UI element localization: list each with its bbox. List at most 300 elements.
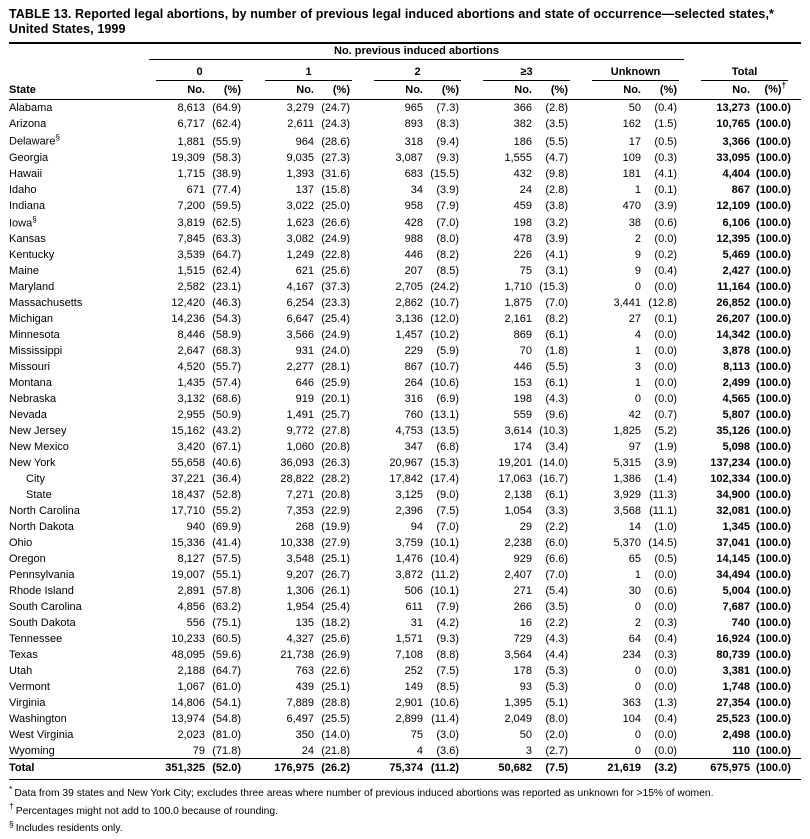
table-title-line1: TABLE 13. Reported legal abortions, by number of previous legal induced abortions and state of occurrence—selected states,* xyxy=(9,7,775,21)
total-count-1: 176,975 xyxy=(256,758,320,779)
pct-cell: (9.6) xyxy=(545,409,568,422)
state-name-cell: Arizona xyxy=(9,118,47,131)
count-cell: 2,901 xyxy=(395,697,423,710)
count-cell: 7,108 xyxy=(395,649,423,662)
count-cell: 10,765 xyxy=(716,118,751,131)
pct-cell: (100.0) xyxy=(756,313,791,326)
pct-cell: (14.0) xyxy=(321,729,350,742)
pct-cell: (11.2) xyxy=(431,569,459,582)
pct-cell: (61.0) xyxy=(212,681,241,694)
table-row xyxy=(9,454,801,470)
count-cell: 33,095 xyxy=(716,151,751,164)
table-row xyxy=(9,582,801,598)
pct-cell: (18.2) xyxy=(321,617,350,630)
pct-cell: (2.8) xyxy=(545,183,568,196)
no-header-total: No. xyxy=(692,81,756,99)
pct-cell: (25.9) xyxy=(321,377,350,390)
pct-cell: (25.1) xyxy=(321,681,350,694)
count-cell: 32,081 xyxy=(716,505,751,518)
pct-header-3plus: (%) xyxy=(538,81,583,99)
count-cell: 0 xyxy=(634,601,641,614)
state-name-cell: Washington xyxy=(9,713,67,726)
pct-cell: (0.1) xyxy=(654,183,678,196)
pct-cell: (100.0) xyxy=(756,744,791,757)
count-cell: 1 xyxy=(634,183,641,196)
count-cell: 271 xyxy=(513,585,532,598)
count-cell: 37,221 xyxy=(171,473,205,486)
pct-cell: (12.8) xyxy=(648,297,678,310)
count-cell: 137,234 xyxy=(710,457,751,470)
state-name-cell: Hawaii xyxy=(9,167,43,180)
count-cell: 867 xyxy=(731,183,751,196)
count-cell: 162 xyxy=(622,118,641,131)
count-cell: 14,145 xyxy=(716,553,751,566)
pct-cell: (5.1) xyxy=(545,697,568,710)
pct-cell: (0.6) xyxy=(654,585,678,598)
group-label-total: Total xyxy=(701,66,788,81)
count-cell: 7,845 xyxy=(177,233,205,246)
pct-cell: (100.0) xyxy=(756,441,791,454)
state-column-header: State xyxy=(9,81,147,99)
count-cell: 1,555 xyxy=(504,151,532,164)
count-cell: 2,188 xyxy=(177,665,205,678)
count-cell: 760 xyxy=(404,409,423,422)
count-cell: 958 xyxy=(404,199,423,212)
pct-cell: (7.5) xyxy=(436,665,459,678)
state-name-cell: Michigan xyxy=(9,313,54,326)
count-cell: 9,207 xyxy=(286,569,314,582)
pct-cell: (0.1) xyxy=(654,313,678,326)
pct-cell: (6.1) xyxy=(545,377,568,390)
count-cell: 4,565 xyxy=(722,393,751,406)
pct-cell: (7.0) xyxy=(436,217,459,230)
state-name-cell: Missouri xyxy=(9,361,50,374)
spanner-cell xyxy=(147,43,692,60)
count-cell: 31 xyxy=(410,617,423,630)
pct-cell: (0.0) xyxy=(654,345,678,358)
pct-cell: (8.5) xyxy=(436,681,459,694)
count-cell: 19,201 xyxy=(498,457,532,470)
pct-cell: (100.0) xyxy=(756,217,791,230)
pct-cell: (22.8) xyxy=(321,249,350,262)
pct-cell: (21.8) xyxy=(321,744,350,757)
count-cell: 9,035 xyxy=(286,151,314,164)
count-cell: 1,476 xyxy=(395,553,423,566)
pct-cell: (20.8) xyxy=(321,441,350,454)
state-name-cell: Texas xyxy=(9,649,38,662)
pct-cell: (2.8) xyxy=(545,102,568,115)
count-cell: 64 xyxy=(628,633,641,646)
count-cell: 2 xyxy=(634,617,641,630)
table-row xyxy=(9,502,801,518)
count-cell: 12,395 xyxy=(716,233,751,246)
pct-cell: (10.1) xyxy=(430,585,459,598)
count-cell: 19,309 xyxy=(171,151,205,164)
count-cell: 50 xyxy=(519,729,532,742)
pct-cell: (100.0) xyxy=(756,199,791,212)
count-cell: 35,126 xyxy=(716,425,751,438)
count-cell: 988 xyxy=(404,233,423,246)
total-count-unknown: 21,619 xyxy=(583,758,647,779)
pct-cell: (10.3) xyxy=(539,425,568,438)
pct-cell: (0.0) xyxy=(654,377,678,390)
pct-cell: (6.1) xyxy=(545,489,568,502)
group-header-2 xyxy=(365,60,474,81)
count-cell: 14 xyxy=(628,521,641,534)
pct-cell: (4.2) xyxy=(436,617,459,630)
count-cell: 1,386 xyxy=(613,473,641,486)
count-cell: 2,161 xyxy=(504,313,532,326)
count-cell: 14,806 xyxy=(171,697,205,710)
pct-cell: (31.6) xyxy=(321,167,350,180)
pct-cell: (59.6) xyxy=(212,649,241,662)
pct-cell: (28.1) xyxy=(321,361,350,374)
pct-cell: (9.3) xyxy=(436,633,459,646)
count-cell: 186 xyxy=(513,135,532,148)
pct-cell: (38.9) xyxy=(212,167,241,180)
pct-cell: (25.4) xyxy=(321,313,350,326)
count-cell: 3,082 xyxy=(286,233,314,246)
count-cell: 556 xyxy=(186,617,205,630)
table-row xyxy=(9,358,801,374)
pct-cell: (20.8) xyxy=(321,489,350,502)
count-cell: 347 xyxy=(404,441,423,454)
pct-cell: (100.0) xyxy=(756,345,791,358)
count-cell: 965 xyxy=(404,102,423,115)
pct-cell: (0.4) xyxy=(654,633,678,646)
total-count-3plus: 50,682 xyxy=(474,758,538,779)
pct-cell: (25.0) xyxy=(321,199,350,212)
count-cell: 2,023 xyxy=(177,729,205,742)
count-cell: 2,277 xyxy=(286,361,314,374)
count-cell: 21,738 xyxy=(280,649,314,662)
count-cell: 3,125 xyxy=(395,489,423,502)
pct-cell: (5.5) xyxy=(545,135,568,148)
footnote-text: Includes residents only. xyxy=(15,823,123,835)
pct-cell: (100.0) xyxy=(756,151,791,164)
count-cell: 13,273 xyxy=(716,102,751,115)
table-row xyxy=(9,646,801,662)
pct-cell: (6.9) xyxy=(436,393,459,406)
table-row xyxy=(9,550,801,566)
count-cell: 102,334 xyxy=(710,473,751,486)
pct-cell: (24.7) xyxy=(321,102,350,115)
count-cell: 3 xyxy=(634,361,641,374)
state-name-cell: New Jersey xyxy=(9,425,67,438)
pct-cell: (14.0) xyxy=(539,457,568,470)
count-cell: 42 xyxy=(628,409,641,422)
count-cell: 17,710 xyxy=(171,505,205,518)
state-name-cell: Vermont xyxy=(9,681,50,694)
pct-cell: (22.9) xyxy=(321,505,350,518)
count-cell: 7,889 xyxy=(286,697,314,710)
pct-cell: (64.9) xyxy=(212,102,241,115)
count-cell: 432 xyxy=(513,167,532,180)
pct-cell: (0.2) xyxy=(654,249,678,262)
count-cell: 10,338 xyxy=(280,537,314,550)
count-cell: 13,974 xyxy=(171,713,205,726)
table-row xyxy=(9,342,801,358)
count-cell: 20,967 xyxy=(389,457,423,470)
group-spacer xyxy=(9,60,147,81)
state-name-cell: City xyxy=(26,473,45,486)
count-cell: 75 xyxy=(410,729,423,742)
pct-cell: (11.3) xyxy=(649,489,678,502)
pct-cell: (62.4) xyxy=(212,118,241,131)
no-header-1: No. xyxy=(256,81,320,99)
count-cell: 75 xyxy=(519,265,532,278)
pct-cell: (5.3) xyxy=(545,665,568,678)
total-row xyxy=(9,758,801,779)
pct-cell: (7.0) xyxy=(545,297,568,310)
pct-cell: (10.1) xyxy=(430,537,459,550)
spanner-spacer-right xyxy=(692,43,801,60)
pct-cell: (3.8) xyxy=(545,199,568,212)
group-header-3plus xyxy=(474,60,583,81)
count-cell: 621 xyxy=(295,265,314,278)
pct-cell: (7.0) xyxy=(545,569,568,582)
count-cell: 893 xyxy=(404,118,423,131)
pct-cell: (50.9) xyxy=(212,409,241,422)
count-cell: 1,875 xyxy=(504,297,532,310)
state-name-cell: New Mexico xyxy=(9,441,69,454)
count-cell: 366 xyxy=(513,102,532,115)
pct-cell: (8.0) xyxy=(436,233,459,246)
count-cell: 229 xyxy=(404,345,423,358)
pct-cell: (4.4) xyxy=(545,649,568,662)
table-row xyxy=(9,486,801,502)
count-cell: 34,494 xyxy=(716,569,751,582)
count-cell: 5,004 xyxy=(722,585,751,598)
count-cell: 940 xyxy=(186,521,205,534)
count-cell: 8,113 xyxy=(723,361,751,374)
pct-cell: (9.0) xyxy=(436,489,459,502)
count-cell: 5,469 xyxy=(722,249,751,262)
table-title xyxy=(9,7,801,37)
pct-cell: (100.0) xyxy=(756,135,791,148)
pct-cell: (100.0) xyxy=(756,681,791,694)
count-cell: 8,613 xyxy=(177,102,205,115)
pct-cell: (5.5) xyxy=(545,361,568,374)
count-cell: 2,955 xyxy=(177,409,205,422)
count-cell: 252 xyxy=(404,665,423,678)
count-cell: 446 xyxy=(404,249,423,262)
pct-header-1: (%) xyxy=(320,81,365,99)
state-name-cell: Nebraska xyxy=(9,393,57,406)
table-row xyxy=(9,115,801,131)
count-cell: 2,582 xyxy=(177,281,205,294)
pct-cell: (3.9) xyxy=(545,233,568,246)
table-row xyxy=(9,678,801,694)
pct-cell: (100.0) xyxy=(756,249,791,262)
pct-cell: (3.5) xyxy=(545,118,568,131)
pct-cell: (100.0) xyxy=(756,713,791,726)
count-cell: 2,407 xyxy=(504,569,532,582)
count-cell: 1,345 xyxy=(722,521,751,534)
count-cell: 1,571 xyxy=(395,633,423,646)
count-cell: 94 xyxy=(410,521,423,534)
table-body xyxy=(9,99,801,758)
pct-cell: (54.3) xyxy=(212,313,241,326)
table-row xyxy=(9,630,801,646)
count-cell: 3,132 xyxy=(177,393,205,406)
count-cell: 1,457 xyxy=(395,329,423,342)
pct-cell: (0.0) xyxy=(654,601,678,614)
count-cell: 12,420 xyxy=(171,297,205,310)
pct-cell: (3.9) xyxy=(654,457,678,470)
count-cell: 1,054 xyxy=(504,505,532,518)
state-footnote-marker: § xyxy=(32,214,37,224)
abortions-table xyxy=(9,42,801,780)
count-cell: 3,279 xyxy=(286,102,314,115)
count-cell: 110 xyxy=(732,744,751,757)
pct-cell: (60.5) xyxy=(212,633,241,646)
pct-cell: (4.7) xyxy=(545,151,568,164)
pct-cell: (28.2) xyxy=(321,473,350,486)
count-cell: 16,924 xyxy=(716,633,751,646)
total-count-2: 75,374 xyxy=(365,758,429,779)
count-cell: 0 xyxy=(634,281,641,294)
pct-cell: (0.0) xyxy=(654,281,678,294)
table-row xyxy=(9,246,801,262)
count-cell: 3,568 xyxy=(613,505,641,518)
state-name-cell: Idaho xyxy=(9,183,37,196)
pct-cell: (64.7) xyxy=(212,249,241,262)
count-cell: 0 xyxy=(634,665,641,678)
count-cell: 36,093 xyxy=(280,457,314,470)
count-cell: 2,647 xyxy=(177,345,205,358)
count-cell: 1,881 xyxy=(177,135,205,148)
pct-cell: (57.5) xyxy=(212,553,241,566)
no-header-0: No. xyxy=(147,81,211,99)
pct-cell: (100.0) xyxy=(756,729,791,742)
pct-cell: (1.5) xyxy=(654,118,678,131)
count-cell: 17,842 xyxy=(389,473,423,486)
pct-cell: (100.0) xyxy=(756,665,791,678)
state-name-cell: Alabama xyxy=(9,102,53,115)
count-cell: 137 xyxy=(295,183,314,196)
pct-cell: (2.2) xyxy=(545,521,568,534)
pct-cell: (100.0) xyxy=(756,489,791,502)
state-name-cell: Maryland xyxy=(9,281,55,294)
pct-cell: (63.2) xyxy=(212,601,241,614)
count-cell: 1,395 xyxy=(504,697,532,710)
count-cell: 671 xyxy=(186,183,205,196)
table-row xyxy=(9,149,801,165)
subheader-row xyxy=(9,81,801,99)
pct-cell: (58.9) xyxy=(212,329,241,342)
count-cell: 382 xyxy=(513,118,532,131)
pct-cell: (0.0) xyxy=(654,665,678,678)
pct-cell: (100.0) xyxy=(756,377,791,390)
count-cell: 226 xyxy=(513,249,532,262)
pct-cell: (2.7) xyxy=(545,744,568,757)
count-cell: 1,954 xyxy=(286,601,314,614)
table-row xyxy=(9,310,801,326)
pct-cell: (0.0) xyxy=(654,233,678,246)
count-cell: 4,520 xyxy=(177,361,205,374)
count-cell: 470 xyxy=(622,199,641,212)
table-row xyxy=(9,438,801,454)
pct-cell: (100.0) xyxy=(756,167,791,180)
count-cell: 3,929 xyxy=(613,489,641,502)
group-label-2: 2 xyxy=(374,66,461,81)
pct-cell: (0.4) xyxy=(654,713,678,726)
pct-cell: (27.3) xyxy=(321,151,350,164)
state-name-cell: Iowa§ xyxy=(9,214,37,230)
count-cell: 1,067 xyxy=(177,681,205,694)
pct-cell: (28.8) xyxy=(321,697,350,710)
count-cell: 867 xyxy=(404,361,423,374)
pct-cell: (100.0) xyxy=(756,118,791,131)
pct-cell: (37.3) xyxy=(321,281,350,294)
pct-cell: (100.0) xyxy=(756,553,791,566)
count-cell: 2 xyxy=(634,233,641,246)
count-cell: 109 xyxy=(622,151,641,164)
count-cell: 931 xyxy=(295,345,314,358)
state-name-cell: Delaware§ xyxy=(9,133,60,148)
total-pct-1: (26.2) xyxy=(320,758,365,779)
pct-header-total-label: (%) xyxy=(764,83,782,96)
pct-cell: (36.4) xyxy=(212,473,241,486)
count-cell: 683 xyxy=(404,167,423,180)
count-cell: 3,564 xyxy=(504,649,532,662)
count-cell: 3,539 xyxy=(177,249,205,262)
count-cell: 478 xyxy=(513,233,532,246)
count-cell: 1,515 xyxy=(177,265,205,278)
count-cell: 268 xyxy=(295,521,314,534)
count-cell: 0 xyxy=(634,744,641,757)
count-cell: 3,548 xyxy=(286,553,314,566)
total-pct-total: (100.0) xyxy=(756,758,801,779)
pct-cell: (25.6) xyxy=(321,633,350,646)
state-name-cell: Ohio xyxy=(9,537,33,550)
count-cell: 2,238 xyxy=(504,537,532,550)
pct-cell: (40.6) xyxy=(212,457,241,470)
pct-cell: (100.0) xyxy=(756,281,791,294)
pct-cell: (3.9) xyxy=(436,183,459,196)
pct-cell: (0.3) xyxy=(654,617,678,630)
state-footnote-marker: § xyxy=(55,133,60,143)
table-row xyxy=(9,470,801,486)
pct-cell: (55.7) xyxy=(212,361,241,374)
count-cell: 4 xyxy=(634,329,641,342)
state-name-cell: Montana xyxy=(9,377,52,390)
count-cell: 446 xyxy=(513,361,532,374)
pct-cell: (100.0) xyxy=(756,102,791,115)
count-cell: 149 xyxy=(404,681,423,694)
count-cell: 506 xyxy=(404,585,423,598)
count-cell: 4,753 xyxy=(395,425,423,438)
count-cell: 14,342 xyxy=(716,329,751,342)
count-cell: 3 xyxy=(525,744,532,757)
count-cell: 266 xyxy=(513,601,532,614)
pct-header-2: (%) xyxy=(429,81,474,99)
state-name-cell: Tennessee xyxy=(9,633,63,646)
pct-cell: (57.8) xyxy=(212,585,241,598)
pct-cell: (2.0) xyxy=(545,729,568,742)
count-cell: 0 xyxy=(634,393,641,406)
count-cell: 318 xyxy=(404,135,423,148)
count-cell: 2,705 xyxy=(395,281,423,294)
count-cell: 34 xyxy=(410,183,423,196)
state-name-cell: State xyxy=(26,489,52,502)
pct-cell: (13.5) xyxy=(430,425,459,438)
count-cell: 1,306 xyxy=(286,585,314,598)
pct-cell: (12.0) xyxy=(430,313,459,326)
pct-cell: (10.7) xyxy=(430,297,459,310)
pct-cell: (15.8) xyxy=(321,183,350,196)
